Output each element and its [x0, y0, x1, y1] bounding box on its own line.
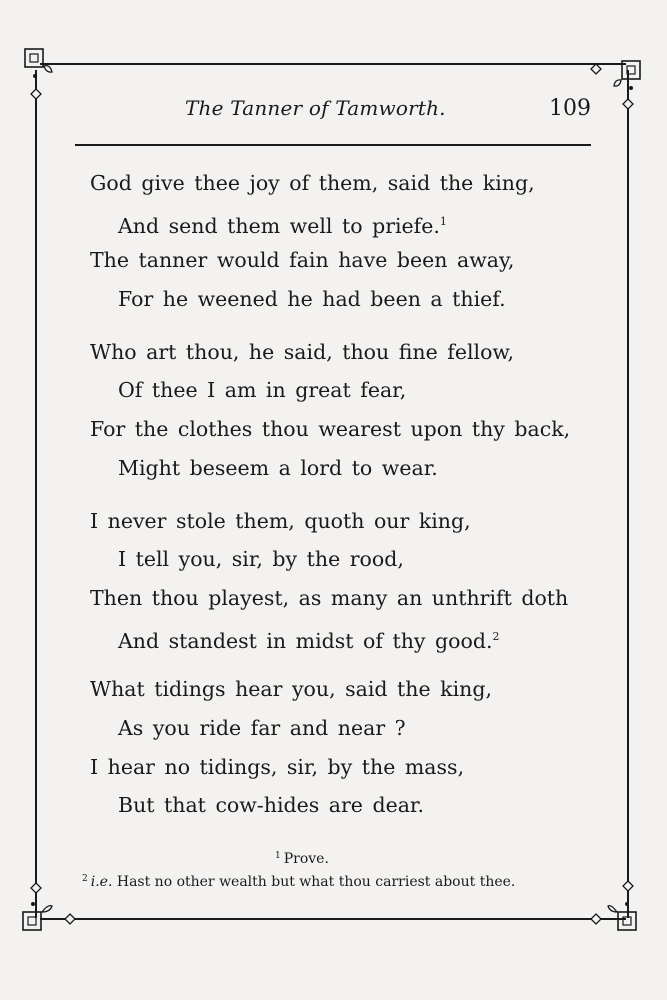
footnote-mark: 1 [275, 851, 281, 861]
header-rule [75, 144, 591, 146]
verse-line: I tell you, sir, by the rood, [118, 547, 404, 572]
verse-line: Then thou playest, as many an unthrift doth [90, 585, 569, 610]
diamond-ornament-icon [622, 98, 634, 110]
verse-line: Of thee I am in great fear, [118, 378, 407, 403]
footnote [80, 846, 590, 869]
footnote-text: Prove. [283, 851, 329, 867]
corner-ornament-bottom-right-icon [606, 900, 640, 934]
stanza [90, 502, 610, 657]
corner-ornament-bottom-left-icon [20, 900, 54, 934]
diamond-ornament-icon [590, 913, 602, 925]
verse-line: For the clothes thou wearest upon thy back, [90, 417, 571, 442]
footnotes [80, 846, 590, 892]
border-left [35, 70, 37, 918]
footnote-text: Hast no other wealth but what thou carriest about thee. [116, 874, 516, 890]
diamond-ornament-icon [590, 63, 602, 75]
verse-line: Might beseem a lord to wear. [118, 455, 438, 480]
verse-line: The tanner would fain have been away, [90, 248, 515, 273]
corner-ornament-top-left-icon [22, 46, 56, 80]
stanza [90, 164, 610, 319]
diamond-ornament-icon [30, 882, 42, 894]
border-top [40, 63, 626, 65]
diamond-ornament-icon [622, 880, 634, 892]
verse-line: Who art thou, he said, thou fine fellow, [90, 339, 515, 364]
verse-line: I hear no tidings, sir, by the mass, [90, 754, 465, 779]
verse-line: For he weened he had been a thief. [118, 287, 506, 312]
verse-line: What tidings hear you, said the king, [90, 677, 492, 702]
verse-line: And send them well to priefe.$^1$ [118, 213, 447, 238]
verse-line: And standest in midst of thy good.$^2$ [118, 628, 500, 653]
verse-line: But that cow-hides are dear. [118, 793, 424, 818]
footnote-abbrev: i.e. [90, 874, 113, 890]
verse-line: As you ride far and near ? [118, 715, 406, 740]
verse-line: God give thee joy of them, said the king, [90, 171, 535, 195]
corner-ornament-top-right-icon [612, 58, 646, 92]
footnote-ref: 2 [492, 629, 500, 643]
running-head [75, 96, 595, 130]
footnote-ref: 1 [439, 214, 447, 228]
diamond-ornament-icon [64, 913, 76, 925]
page-number: 109 [549, 96, 591, 121]
border-right [627, 70, 629, 918]
poem-body [90, 164, 610, 825]
running-title: The Tanner of Tamworth. [185, 96, 446, 120]
footnote-mark: 2 [82, 874, 88, 884]
verse-line: I never stole them, quoth our king, [90, 508, 471, 533]
diamond-ornament-icon [30, 88, 42, 100]
footnote [80, 869, 590, 892]
stanza [90, 333, 610, 488]
border-bottom [40, 918, 626, 920]
stanza [90, 670, 610, 825]
